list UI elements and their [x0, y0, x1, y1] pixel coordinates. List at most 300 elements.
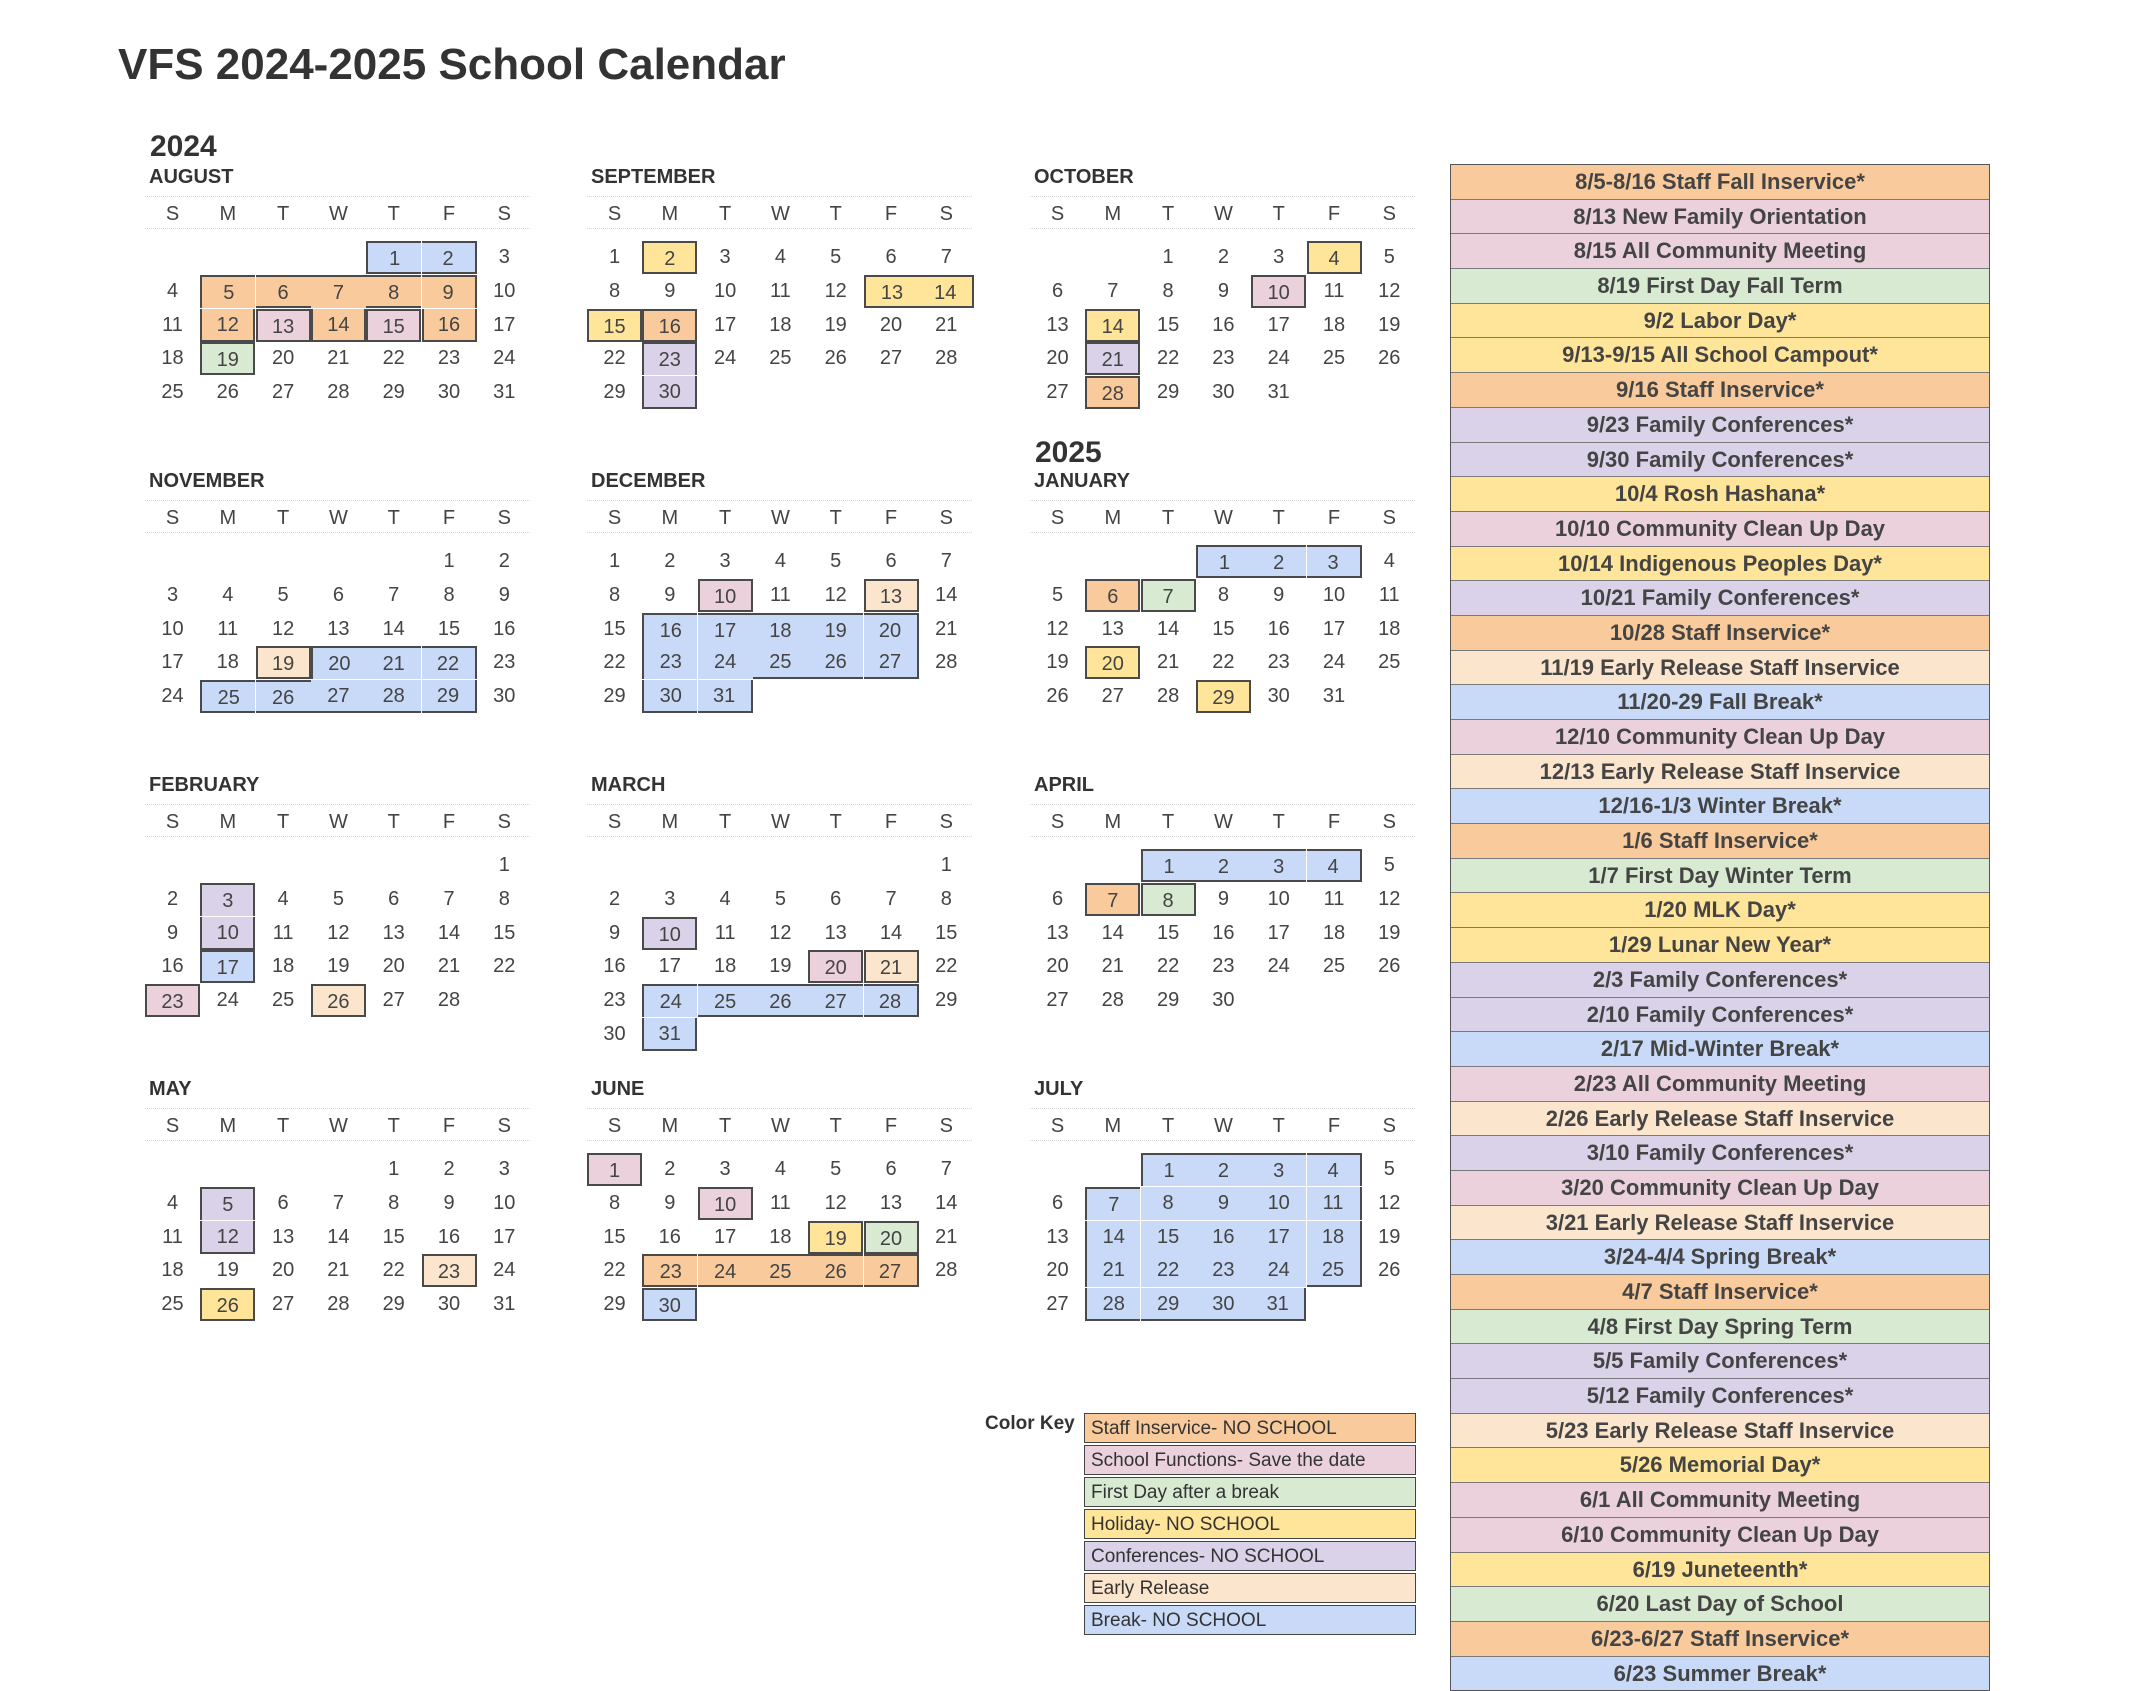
- day-cell: 22: [382, 347, 405, 370]
- day-cell: 18: [713, 955, 737, 978]
- weekday-header: M: [219, 203, 237, 225]
- month-february: [145, 774, 535, 1074]
- day-cell: 16: [603, 955, 626, 978]
- weekday-header: W: [1213, 203, 1233, 225]
- day-cell: 14: [1085, 1221, 1140, 1254]
- day-cell: 24: [1251, 1254, 1306, 1287]
- day-cell: 14: [879, 921, 903, 944]
- day-cell: 2: [443, 1158, 455, 1180]
- day-cell: 30: [603, 1023, 626, 1045]
- day-cell: 4: [1307, 849, 1362, 882]
- event-item: 8/19 First Day Fall Term: [1451, 269, 1989, 304]
- weekday-header: S: [607, 507, 622, 529]
- weekday-header: T: [829, 811, 842, 833]
- day-cell: 14: [935, 1191, 958, 1214]
- event-item: 6/10 Community Clean Up Day: [1451, 1518, 1989, 1553]
- month-name: JULY: [1034, 1078, 1084, 1100]
- day-cell: 9: [664, 583, 676, 606]
- event-item: 12/16-1/3 Winter Break*: [1451, 789, 1989, 824]
- day-cell: 28: [935, 1259, 958, 1282]
- day-cell: 28: [366, 680, 421, 713]
- weekday-header: S: [1050, 507, 1065, 529]
- day-cell: 6: [1051, 279, 1064, 302]
- day-cell: 12: [271, 617, 295, 640]
- day-cell: 11: [714, 921, 736, 944]
- weekday-header: M: [1104, 507, 1122, 529]
- weekday-header: S: [1050, 203, 1065, 225]
- color-key-item: Conferences- NO SCHOOL: [1084, 1541, 1416, 1571]
- day-cell: 27: [879, 347, 903, 370]
- day-cell: 28: [1085, 1288, 1140, 1321]
- day-cell: 2: [498, 550, 510, 572]
- weekday-header: M: [661, 203, 679, 225]
- day-cell: 21: [327, 1259, 350, 1282]
- day-cell: 11: [770, 279, 791, 302]
- day-cell: 2: [664, 1158, 676, 1180]
- day-cell: 19: [200, 342, 255, 375]
- event-item: 6/19 Juneteenth*: [1451, 1553, 1989, 1588]
- day-cell: 5: [774, 887, 786, 910]
- weekday-header: T: [718, 1115, 732, 1137]
- weekday-header: S: [939, 507, 953, 529]
- day-cell: 28: [327, 381, 350, 404]
- day-cell: 3: [719, 550, 731, 572]
- day-cell: 18: [1322, 313, 1346, 336]
- day-cell: 2: [422, 241, 477, 274]
- day-cell: 20: [382, 955, 405, 978]
- day-cell: 26: [1378, 347, 1401, 370]
- header-separator: [587, 196, 972, 197]
- weekday-header: F: [1327, 1115, 1341, 1137]
- day-cell: 10: [713, 279, 737, 302]
- day-cell: 13: [824, 921, 847, 944]
- weekday-header: T: [829, 1115, 842, 1137]
- header-separator: [587, 836, 972, 837]
- day-cell: 10: [493, 279, 516, 302]
- day-cell: 30: [1267, 685, 1290, 708]
- day-cell: 17: [1251, 1221, 1306, 1254]
- header-separator: [1030, 804, 1415, 805]
- event-item: 9/30 Family Conferences*: [1451, 443, 1989, 478]
- header-separator: [145, 228, 530, 229]
- header-separator: [1030, 836, 1415, 837]
- day-cell: 2: [1217, 246, 1229, 268]
- weekday-header: S: [497, 811, 511, 833]
- day-cell: 23: [493, 651, 516, 674]
- day-cell: 31: [1251, 1288, 1306, 1321]
- day-cell: 9: [664, 279, 676, 302]
- day-cell: 31: [1267, 381, 1290, 404]
- weekday-header: S: [607, 811, 622, 833]
- day-cell: 17: [1267, 313, 1290, 336]
- day-cell: 8: [1162, 279, 1174, 302]
- day-cell: 17: [1267, 921, 1290, 944]
- header-separator: [587, 532, 972, 533]
- day-cell: 1: [1162, 246, 1174, 268]
- day-cell: 8: [1141, 883, 1196, 916]
- event-item: 1/7 First Day Winter Term: [1451, 859, 1989, 894]
- month-name: DECEMBER: [591, 470, 706, 492]
- day-cell: 31: [493, 1293, 516, 1316]
- day-cell: 26: [1378, 1259, 1401, 1282]
- day-cell: 24: [493, 347, 516, 370]
- day-cell: 21: [1085, 1254, 1140, 1287]
- event-item: 3/24-4/4 Spring Break*: [1451, 1240, 1989, 1275]
- day-cell: 13: [864, 579, 919, 612]
- month-name: MAY: [149, 1078, 192, 1100]
- weekday-header: T: [1272, 507, 1285, 529]
- day-cell: 3: [719, 1158, 731, 1180]
- weekday-header: W: [770, 811, 790, 833]
- day-cell: 4: [774, 550, 786, 572]
- day-cell: 23: [145, 984, 200, 1017]
- weekday-header: W: [1213, 507, 1233, 529]
- day-cell: 9: [1217, 279, 1229, 302]
- weekday-header: M: [219, 1115, 237, 1137]
- weekday-header: S: [607, 203, 622, 225]
- day-cell: 7: [1141, 579, 1196, 612]
- day-cell: 7: [1107, 279, 1119, 302]
- day-cell: 22: [603, 651, 626, 674]
- day-cell: 28: [864, 984, 919, 1017]
- day-cell: 15: [587, 309, 642, 342]
- day-cell: 7: [388, 583, 400, 606]
- day-cell: 2: [608, 887, 621, 910]
- day-cell: 15: [1212, 617, 1235, 640]
- day-cell: 6: [1085, 579, 1140, 612]
- day-cell: 21: [1085, 342, 1140, 375]
- event-item: 10/10 Community Clean Up Day: [1451, 512, 1989, 547]
- day-cell: 9: [498, 583, 510, 606]
- day-cell: 30: [493, 685, 516, 708]
- day-cell: 27: [311, 680, 366, 713]
- day-cell: 26: [753, 984, 808, 1017]
- day-cell: 18: [216, 651, 239, 674]
- day-cell: 29: [1156, 989, 1180, 1012]
- day-cell: 22: [935, 955, 958, 978]
- day-cell: 4: [719, 887, 731, 910]
- weekday-header: S: [1050, 811, 1065, 833]
- header-separator: [145, 196, 530, 197]
- day-cell: 29: [382, 1293, 405, 1316]
- day-cell: 9: [166, 921, 179, 944]
- day-cell: 17: [698, 613, 753, 646]
- day-cell: 7: [940, 246, 952, 268]
- day-cell: 30: [437, 381, 461, 404]
- day-cell: 8: [608, 279, 621, 302]
- day-cell: 27: [1046, 1293, 1069, 1316]
- event-item: 8/13 New Family Orientation: [1451, 200, 1989, 235]
- day-cell: 12: [1378, 279, 1401, 302]
- day-cell: 16: [1196, 1221, 1251, 1254]
- color-key-title: Color Key: [985, 1413, 1075, 1434]
- day-cell: 17: [658, 955, 681, 978]
- day-cell: 10: [161, 617, 184, 640]
- weekday-header: S: [497, 203, 511, 225]
- weekday-header: F: [884, 507, 898, 529]
- day-cell: 1: [608, 246, 621, 268]
- day-cell: 11: [1378, 583, 1400, 606]
- day-cell: 3: [200, 883, 255, 916]
- color-key: [1084, 1411, 1416, 1635]
- day-cell: 6: [332, 583, 344, 606]
- month-name: NOVEMBER: [149, 470, 265, 492]
- day-cell: 16: [1212, 921, 1235, 944]
- weekday-header: T: [1272, 1115, 1285, 1137]
- weekday-header: T: [387, 507, 400, 529]
- day-cell: 1: [940, 854, 952, 876]
- day-cell: 19: [808, 613, 863, 646]
- day-cell: 1: [1141, 1153, 1196, 1186]
- header-separator: [587, 1140, 972, 1141]
- day-cell: 31: [698, 680, 753, 713]
- weekday-header: T: [276, 507, 290, 529]
- day-cell: 5: [1051, 583, 1064, 606]
- month-name: FEBRUARY: [149, 774, 260, 796]
- day-cell: 26: [808, 646, 863, 679]
- weekday-header: M: [661, 507, 679, 529]
- day-cell: 9: [1217, 887, 1229, 910]
- day-cell: 29: [603, 381, 626, 404]
- color-key-item: Staff Inservice- NO SCHOOL: [1084, 1413, 1416, 1443]
- day-cell: 25: [161, 1293, 184, 1316]
- day-cell: 5: [830, 246, 842, 268]
- event-item: 5/5 Family Conferences*: [1451, 1344, 1989, 1379]
- day-cell: 3: [664, 887, 676, 910]
- day-cell: 30: [642, 376, 697, 409]
- day-cell: 22: [422, 646, 477, 679]
- weekday-header: F: [442, 1115, 456, 1137]
- day-cell: 27: [1046, 989, 1069, 1012]
- day-cell: 12: [824, 583, 847, 606]
- day-cell: 23: [1267, 651, 1290, 674]
- header-separator: [587, 1108, 972, 1109]
- day-cell: 5: [1383, 854, 1395, 876]
- day-cell: 14: [437, 921, 461, 944]
- day-cell: 9: [443, 1191, 455, 1214]
- day-cell: 8: [1141, 1187, 1196, 1220]
- event-item: 2/26 Early Release Staff Inservice: [1451, 1102, 1989, 1137]
- day-cell: 2: [1196, 849, 1251, 882]
- day-cell: 5: [830, 550, 842, 572]
- day-cell: 3: [166, 583, 179, 606]
- event-item: 5/23 Early Release Staff Inservice: [1451, 1414, 1989, 1449]
- day-cell: 6: [1051, 1191, 1064, 1214]
- weekday-header: T: [1161, 203, 1175, 225]
- month-august: [145, 166, 535, 466]
- day-cell: 18: [161, 1259, 184, 1282]
- header-separator: [145, 1140, 530, 1141]
- month-december: [587, 470, 977, 770]
- event-item: 3/20 Community Clean Up Day: [1451, 1171, 1989, 1206]
- day-cell: 5: [1383, 246, 1395, 268]
- day-cell: 15: [935, 921, 958, 944]
- day-cell: 8: [608, 583, 621, 606]
- year-label-2024: 2024: [150, 130, 217, 163]
- day-cell: 30: [642, 1288, 697, 1321]
- day-cell: 11: [770, 1191, 791, 1214]
- weekday-header: W: [770, 507, 790, 529]
- day-cell: 21: [1156, 651, 1180, 674]
- day-cell: 6: [885, 550, 897, 572]
- event-item: 4/8 First Day Spring Term: [1451, 1310, 1989, 1345]
- day-cell: 25: [753, 1254, 808, 1287]
- day-cell: 14: [1085, 309, 1140, 342]
- weekday-header: F: [442, 507, 456, 529]
- day-cell: 31: [1322, 685, 1346, 708]
- event-item: 10/14 Indigenous Peoples Day*: [1451, 547, 1989, 582]
- event-item: 8/5-8/16 Staff Fall Inservice*: [1451, 165, 1989, 200]
- weekday-header: T: [829, 203, 842, 225]
- day-cell: 24: [1322, 651, 1346, 674]
- header-separator: [145, 804, 530, 805]
- day-cell: 13: [256, 309, 311, 342]
- day-cell: 5: [277, 583, 289, 606]
- header-separator: [587, 500, 972, 501]
- header-separator: [1030, 1108, 1415, 1109]
- day-cell: 13: [1101, 617, 1124, 640]
- day-cell: 27: [271, 1293, 295, 1316]
- weekday-header: T: [276, 1115, 290, 1137]
- day-cell: 13: [1046, 313, 1069, 336]
- day-cell: 4: [222, 583, 234, 606]
- day-cell: 13: [382, 921, 405, 944]
- day-cell: 29: [1141, 1288, 1196, 1321]
- day-cell: 13: [271, 1225, 295, 1248]
- day-cell: 4: [774, 1158, 786, 1180]
- day-cell: 11: [1323, 887, 1345, 910]
- weekday-header: S: [165, 507, 180, 529]
- weekday-header: W: [1213, 1115, 1233, 1137]
- weekday-header: W: [328, 507, 348, 529]
- day-cell: 3: [1251, 849, 1306, 882]
- month-name: APRIL: [1034, 774, 1094, 796]
- header-separator: [1030, 228, 1415, 229]
- day-cell: 19: [327, 955, 350, 978]
- event-item: 6/23-6/27 Staff Inservice*: [1451, 1622, 1989, 1657]
- day-cell: 19: [769, 955, 792, 978]
- day-cell: 8: [366, 275, 421, 308]
- weekday-header: T: [276, 811, 290, 833]
- day-cell: 21: [935, 617, 958, 640]
- day-cell: 22: [1156, 347, 1180, 370]
- event-item: 6/1 All Community Meeting: [1451, 1483, 1989, 1518]
- day-cell: 8: [388, 1191, 400, 1214]
- day-cell: 25: [271, 989, 295, 1012]
- event-item: 3/21 Early Release Staff Inservice: [1451, 1206, 1989, 1241]
- day-cell: 29: [935, 989, 958, 1012]
- day-cell: 26: [1378, 955, 1401, 978]
- day-cell: 10: [1267, 887, 1290, 910]
- day-cell: 22: [1156, 955, 1180, 978]
- weekday-header: S: [1382, 811, 1396, 833]
- day-cell: 8: [940, 887, 952, 910]
- weekday-header: W: [328, 811, 348, 833]
- day-cell: 29: [603, 685, 626, 708]
- day-cell: 27: [382, 989, 405, 1012]
- day-cell: 15: [493, 921, 516, 944]
- day-cell: 15: [437, 617, 461, 640]
- day-cell: 7: [311, 275, 366, 308]
- day-cell: 4: [1307, 1153, 1362, 1186]
- day-cell: 28: [437, 989, 461, 1012]
- weekday-header: W: [328, 203, 348, 225]
- day-cell: 6: [885, 246, 897, 268]
- day-cell: 12: [769, 921, 792, 944]
- weekday-header: F: [1327, 811, 1341, 833]
- day-cell: 27: [1046, 381, 1069, 404]
- day-cell: 16: [1267, 617, 1290, 640]
- event-item: 11/19 Early Release Staff Inservice: [1451, 651, 1989, 686]
- day-cell: 25: [200, 680, 255, 713]
- day-cell: 24: [698, 1254, 753, 1287]
- day-cell: 20: [271, 347, 295, 370]
- day-cell: 3: [719, 246, 731, 268]
- day-cell: 11: [162, 313, 183, 336]
- day-cell: 1: [443, 550, 455, 572]
- event-item: 2/3 Family Conferences*: [1451, 963, 1989, 998]
- day-cell: 20: [271, 1259, 295, 1282]
- day-cell: 6: [256, 275, 311, 308]
- day-cell: 30: [437, 1293, 461, 1316]
- day-cell: 3: [498, 1158, 510, 1180]
- day-cell: 25: [698, 984, 753, 1017]
- day-cell: 14: [382, 617, 405, 640]
- weekday-header: F: [884, 811, 898, 833]
- header-separator: [587, 804, 972, 805]
- day-cell: 12: [1378, 887, 1401, 910]
- day-cell: 28: [935, 651, 958, 674]
- event-item: 9/2 Labor Day*: [1451, 304, 1989, 339]
- day-cell: 30: [642, 680, 697, 713]
- day-cell: 31: [493, 381, 516, 404]
- month-september: [587, 166, 977, 466]
- weekday-header: T: [718, 811, 732, 833]
- weekday-header: S: [165, 203, 180, 225]
- day-cell: 29: [1196, 680, 1251, 713]
- day-cell: 18: [1322, 921, 1346, 944]
- color-key-item: First Day after a break: [1084, 1477, 1416, 1507]
- day-cell: 28: [1101, 989, 1124, 1012]
- day-cell: 26: [824, 347, 847, 370]
- day-cell: 26: [216, 381, 239, 404]
- event-item: 9/23 Family Conferences*: [1451, 408, 1989, 443]
- event-item: 10/28 Staff Inservice*: [1451, 616, 1989, 651]
- day-cell: 16: [658, 1225, 681, 1248]
- day-cell: 30: [1196, 1288, 1251, 1321]
- day-cell: 26: [311, 984, 366, 1017]
- day-cell: 26: [200, 1288, 255, 1321]
- day-cell: 6: [885, 1158, 897, 1180]
- weekday-header: M: [1104, 1115, 1122, 1137]
- weekday-header: T: [1272, 811, 1285, 833]
- month-name: JANUARY: [1034, 470, 1130, 492]
- day-cell: 22: [1212, 651, 1235, 674]
- weekday-header: F: [442, 203, 456, 225]
- day-cell: 22: [493, 955, 516, 978]
- day-cell: 15: [603, 617, 626, 640]
- weekday-header: S: [1382, 507, 1396, 529]
- day-cell: 14: [311, 309, 366, 342]
- event-list: [1450, 164, 1990, 1691]
- day-cell: 27: [271, 381, 295, 404]
- day-cell: 18: [1307, 1221, 1362, 1254]
- header-separator: [145, 500, 530, 501]
- day-cell: 25: [161, 381, 184, 404]
- day-cell: 18: [753, 613, 808, 646]
- day-cell: 4: [1383, 550, 1395, 572]
- day-cell: 11: [272, 921, 294, 944]
